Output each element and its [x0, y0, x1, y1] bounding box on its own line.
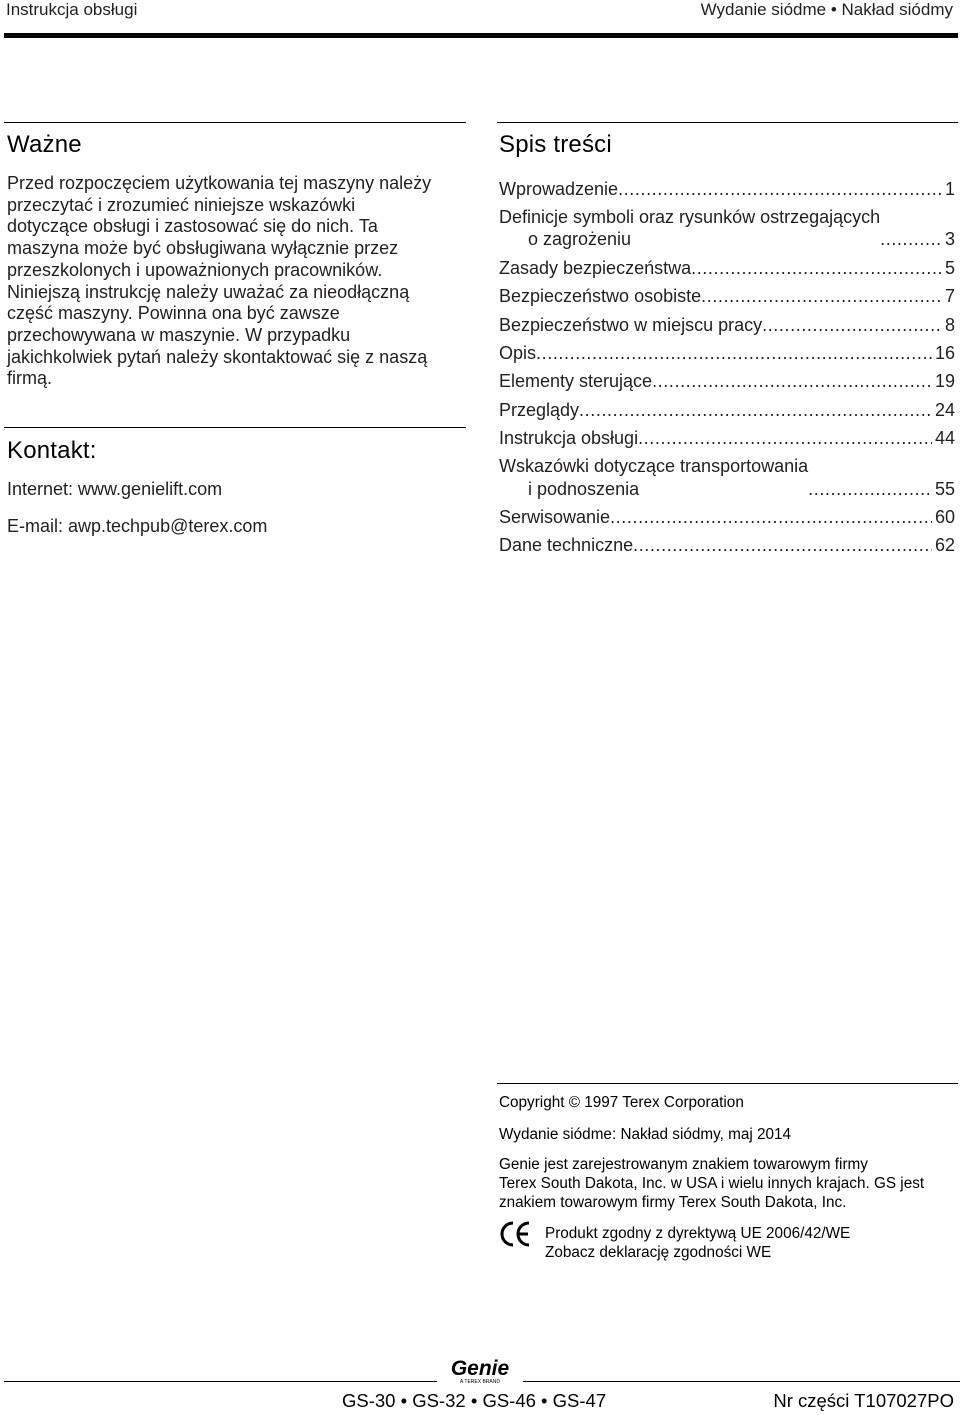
- toc-entry-label: Przeglądy: [499, 399, 580, 420]
- toc-entry-page: 1: [944, 178, 955, 199]
- toc-entry-page: 8: [944, 314, 955, 335]
- toc-entry-label: Instrukcja obsługi: [499, 428, 639, 449]
- toc-entry-label: Serwisowanie: [499, 507, 611, 528]
- trademark-line: Terex South Dakota, Inc. w USA i wielu innych krajach. GS jest: [499, 1175, 925, 1192]
- toc-entry-label: Definicje symboli oraz rysunków ostrzegających: [499, 206, 881, 227]
- important-line: jakichkolwiek pytań należy skontaktować się z naszą: [7, 346, 428, 367]
- toc-entry-label: Wskazówki dotyczące transportowania: [499, 456, 809, 477]
- ce-mark-icon: [499, 1220, 531, 1248]
- contact-internet: Internet: www.genielift.com: [7, 479, 223, 499]
- toc-entry[interactable]: [499, 172, 955, 200]
- important-paragraph: [7, 173, 469, 390]
- trademark-line: znakiem towarowym firmy Terex South Dakota, Inc.: [499, 1194, 847, 1211]
- toc-entry[interactable]: [499, 500, 955, 528]
- header-manual-title: Instrukcja obsługi: [6, 0, 138, 19]
- toc-top-rule: [497, 122, 958, 123]
- trademark-notice: [499, 1155, 924, 1212]
- important-line: przechowywana w maszynie. W przypadku: [7, 324, 351, 345]
- toc-entry-page: 44: [934, 428, 955, 449]
- copyright-line: Copyright © 1997 Terex Corporation: [499, 1094, 744, 1111]
- toc-entry-page: 24: [934, 399, 955, 420]
- toc-leader: [691, 257, 942, 280]
- toc-leader: [610, 506, 932, 529]
- toc-entry-page: 62: [934, 535, 955, 556]
- toc-entry[interactable]: [499, 308, 955, 336]
- contact-top-rule: [4, 427, 466, 428]
- toc-leader: [579, 399, 932, 422]
- header-rule: [4, 33, 958, 38]
- toc-leader: [536, 342, 932, 365]
- toc-title: Spis treści: [499, 131, 612, 158]
- toc-entry-page: 16: [934, 342, 955, 363]
- header-edition: Wydanie siódme • Nakład siódmy: [700, 0, 953, 19]
- toc-entry-label: Bezpieczeństwo osobiste: [499, 286, 702, 307]
- toc-entry[interactable]: [499, 364, 955, 392]
- important-line: dotyczące obsługi i zastosować się do nich. Ta: [7, 216, 378, 237]
- trademark-line: Genie jest zarejestrowanym znakiem towarowym firmy: [499, 1156, 868, 1173]
- toc-leader: [762, 314, 942, 337]
- toc-entry[interactable]: [499, 279, 955, 307]
- toc-entry-label-continued: i podnoszenia: [528, 478, 640, 499]
- toc-entry-page: 55: [934, 478, 955, 499]
- footer-models: GS-30 • GS-32 • GS-46 • GS-47: [342, 1390, 607, 1411]
- toc-entry-label: Zasady bezpieczeństwa: [499, 257, 692, 278]
- toc-leader: [880, 228, 942, 251]
- toc-entry[interactable]: [499, 529, 955, 557]
- important-line: Niniejszą instrukcję należy uważać za nieodłączną: [7, 281, 410, 302]
- toc-entry-page: 60: [934, 507, 955, 528]
- toc-leader: [618, 178, 942, 201]
- important-line: firmą.: [7, 368, 52, 389]
- toc-entry[interactable]: [499, 251, 955, 279]
- toc-entry-label: Bezpieczeństwo w miejscu pracy: [499, 314, 763, 335]
- footer-rule-right: [523, 1381, 960, 1382]
- toc-entry[interactable]: [499, 450, 955, 501]
- toc-entry-label-continued: o zagrożeniu: [528, 229, 632, 250]
- footer-part-number: Nr części T107027PO: [773, 1390, 954, 1411]
- copyright-top-rule: [497, 1083, 958, 1084]
- important-line: przeszkolonych i upoważnionych pracowników.: [7, 259, 383, 280]
- genie-logo: [443, 1356, 517, 1384]
- important-title: Ważne: [7, 131, 82, 158]
- edition-line: Wydanie siódme: Nakład siódmy, maj 2014: [499, 1126, 792, 1143]
- ce-line: Zobacz deklarację zgodności WE: [545, 1244, 772, 1261]
- important-top-rule: [4, 122, 466, 123]
- ce-line: Produkt zgodny z dyrektywą UE 2006/42/WE: [545, 1225, 851, 1242]
- toc-entry[interactable]: [499, 421, 955, 449]
- toc-entry-page: 19: [934, 371, 955, 392]
- footer-rule-left: [4, 1381, 437, 1382]
- toc-leader: [652, 370, 932, 393]
- important-line: część maszyny. Powinna ona być zawsze: [7, 303, 340, 324]
- toc-entry-page: 7: [944, 286, 955, 307]
- table-of-contents: [499, 172, 955, 557]
- toc-entry-label: Wprowadzenie: [499, 178, 619, 199]
- toc-leader: [701, 285, 942, 308]
- contact-title: Kontakt:: [7, 437, 97, 464]
- toc-leader: [638, 427, 932, 450]
- important-line: Przed rozpoczęciem użytkowania tej maszyny należy: [7, 173, 432, 193]
- toc-leader: [808, 478, 932, 501]
- toc-entry-page: 3: [944, 229, 955, 250]
- toc-leader: [633, 534, 932, 557]
- toc-entry[interactable]: [499, 336, 955, 364]
- toc-entry[interactable]: [499, 200, 955, 251]
- ce-conformity-text: [545, 1224, 850, 1262]
- toc-entry-label: Opis: [499, 342, 537, 363]
- toc-entry-label: Dane techniczne: [499, 535, 634, 556]
- toc-entry[interactable]: [499, 393, 955, 421]
- logo-tagline: A TEREX BRAND: [460, 1379, 500, 1384]
- toc-entry-page: 5: [944, 257, 955, 278]
- important-line: przeczytać i zrozumieć niniejsze wskazówki: [7, 194, 356, 215]
- important-line: maszyna może być obsługiwana wyłącznie przez: [7, 238, 399, 259]
- contact-email: E-mail: awp.techpub@terex.com: [7, 516, 268, 536]
- logo-wordmark: Genie: [450, 1357, 510, 1380]
- toc-entry-label: Elementy sterujące: [499, 371, 653, 392]
